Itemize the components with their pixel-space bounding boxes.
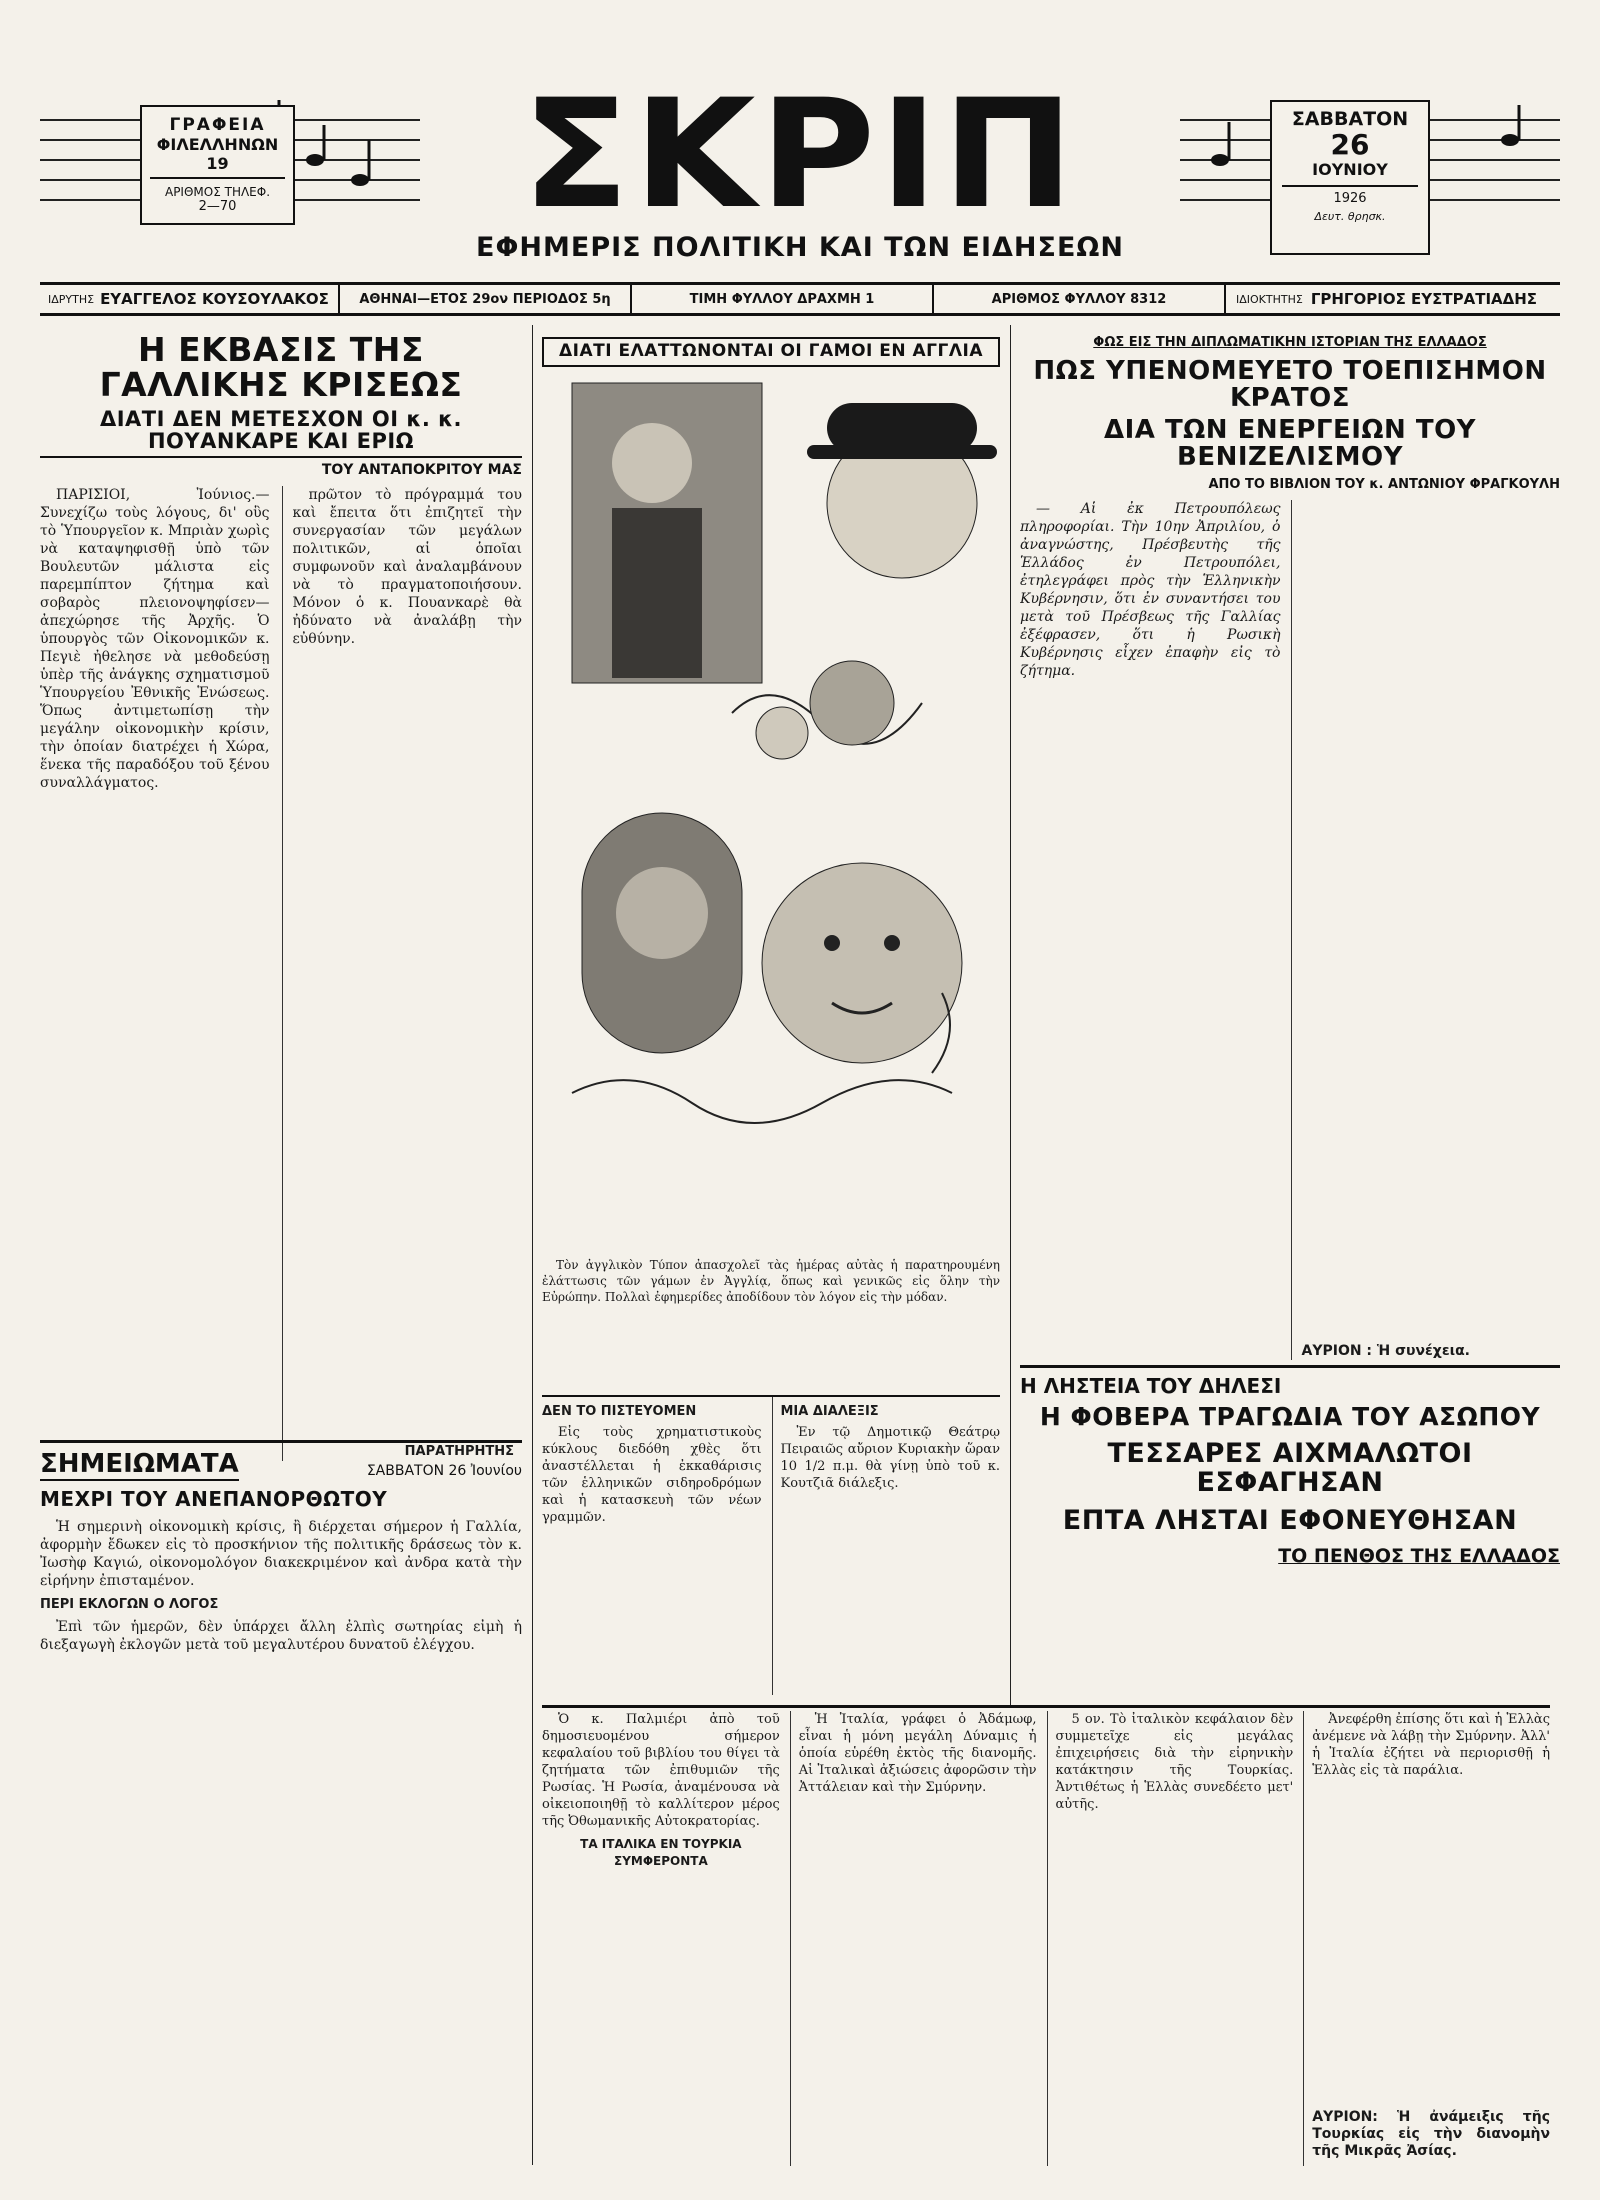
column-rule: [532, 325, 533, 2165]
center-col-d: [1303, 1711, 1550, 2166]
marriages-feature: [542, 325, 1000, 1385]
diplomatic-columns: [1020, 500, 1560, 1360]
asopos-kicker: Η ΛΗΣΤΕΙΑ ΤΟΥ ΔΗΛΕΣΙ: [1020, 1374, 1282, 1398]
not-believed-heading: ΔΕΝ ΤΟ ΠΙΣΤΕΥΟΜΕΝ: [542, 1404, 697, 1419]
article-body: [40, 486, 522, 1461]
asopos-headline-1: Η ΦΟΒΕΡΑ ΤΡΑΓΩΔΙΑ ΤΟΥ ΑΣΩΠΟΥ: [1039, 1402, 1541, 1431]
french-crisis-article: [40, 325, 522, 1460]
center-paragraph-a: Ὁ κ. Παλμιέρι ἀπὸ τοῦ δημοσιευομένου σήμερον κεφαλαίου τοῦ βιβλίου του θίγει τὰ ζητήματα τῶν ἐπιθυμιῶν τῆς Ρωσίας. Ἡ Ρωσία, ἀναμένουσα νὰ οἰκειοποιηθῇ τὸ καλλίτερον μέρος τῆς Ὀθωμανικῆς Αὐτοκρατορίας.: [542, 1712, 780, 1829]
calendar-note: Δευτ. θρησκ.: [1314, 210, 1386, 223]
center-paragraph-b: Ἡ Ἰταλία, γράφει ὁ Ἀδάμωφ, εἶναι ἡ μόνη μεγάλη Δύναμις ἡ ὁποία εὑρέθη ἐκτὸς τῆς διανομῆς. Αἱ Ἰταλικαὶ ἀξιώσεις ἀφορῶσιν τὴν Ἀττάλειαν καὶ τὴν Σμύρνην.: [798, 1712, 1037, 1795]
phone-number: 2—70: [198, 199, 237, 214]
diplomatic-byline: ΑΠΟ ΤΟ ΒΙΒΛΙΟΝ ΤΟΥ κ. ΑΝΤΩΝΙΟΥ ΦΡΑΓΚΟΥΛΗ: [1208, 477, 1560, 493]
info-bar: [40, 282, 1560, 316]
owner-label: ΙΔΙΟΚΤΗΤΗΣ: [1236, 292, 1303, 306]
notes-subheading: ΜΕΧΡΙ ΤΟΥ ΑΝΕΠΑΝΟΡΘΩΤΟΥ: [40, 1487, 388, 1511]
center-footer: ΑΥΡΙΟΝ: Ἡ ἀνάμειξις τῆς Τουρκίας εἰς τὴν διανομὴν τῆς Μικρᾶς Ἀσίας.: [1312, 2109, 1550, 2159]
center-story-block: [542, 1705, 1550, 2160]
italian-interests-heading: ΤΑ ΙΤΑΛΙΚΑ ΕΝ ΤΟΥΡΚΙΑ ΣΥΜΦΕΡΟΝΤΑ: [580, 1837, 742, 1868]
year: 1926: [1282, 185, 1418, 206]
month-name: ΙΟΥΝΙΟΥ: [1312, 160, 1388, 179]
notes-body: [40, 1518, 522, 2058]
notes-heading: ΣΗΜΕΙΩΜΑΤΑ: [40, 1449, 239, 1479]
article-headline: Η ΕΚΒΑΣΙΣ ΤΗΣ ΓΑΛΛΙΚΗΣ ΚΡΙΣΕΩΣ: [99, 330, 463, 404]
article-paragraph: ΠΑΡΙΣΙΟΙ, Ἰούνιος.—Συνεχίζω τοὺς λόγους, δι' οὓς τὸ Ὑπουργεῖον κ. Μπριὰν χωρὶς νὰ καταψηφισθῇ ὑπὸ τῶν Βουλευτῶν μάλιστα εἰς παρεμπίπτον ζήτημα καὶ σοβαρὸς πλειονοψηφίσεν—ἀπεχώρησε τῆς Ἀρχῆς. Ὁ ὑπουργὸς τῶν Οἰκονομικῶν κ. Πεγιὲ ἠθελησε νὰ μεθοδεύσῃ ὑπὲρ τῆς ἀνάγκης σχηματισμοῦ Ὑπουργείου Ἐθνικῆς Ἑνώσεως. Ὅπως ἀντιμετωπίσῃ τὴν μεγάλην οἰκονομικὴν κρίσιν, τὴν ὁποίαν διατρέχει ἡ Χώρα, ἕνεκα τῆς παραδόξου τοῦ ξένου συναλλάγματος.: [40, 487, 270, 792]
marriages-illustration: [542, 373, 1000, 1253]
center-col-a: [542, 1711, 780, 2166]
date-box: [1270, 100, 1430, 255]
article-body-col-a: [40, 486, 270, 1461]
archive-headline-box: [620, 1560, 1000, 1561]
issue-number: ΑΡΙΘΜΟΣ ΦΥΛΛΟΥ 8312: [934, 285, 1226, 313]
marriages-caption: Τὸν ἀγγλικὸν Τύπον ἀπασχολεῖ τὰς ἡμέρας αὐτὰς ἡ παρατηρουμένη ἐλάττωσις τῶν γάμων ἐν Ἀγγλίᾳ, ὅπως καὶ γενικῶς εἰς ὅλην τὴν Εὐρώπην. Πολλαὶ ἐφημερίδες ἀποδίδουν τὸν λόγον εἰς τὴν μόδαν.: [542, 1257, 1000, 1304]
center-col-b: [790, 1711, 1037, 2166]
diplomatic-footer: ΑΥΡΙΟΝ : Ἡ συνέχεια.: [1301, 1343, 1470, 1360]
diplomatic-headline-1: ΠΩΣ ΥΠΕΝΟΜΕΥΕΤΟ ΤΟΕΠΙΣΗΜΟΝ ΚΡΑΤΟΣ: [1033, 356, 1547, 414]
center-paragraph-d: Ἀνεφέρθη ἐπίσης ὅτι καὶ ἡ Ἑλλὰς ἀνέμενε νὰ λάβῃ τὴν Σμύρνην. Ἀλλ' ἡ Ἰταλία ἐζήτει νὰ περιορισθῇ ἡ Ἑλλὰς εἰς τὰ παράλια.: [1312, 1712, 1550, 1778]
diplomatic-headline-2: ΔΙΑ ΤΩΝ ΕΝΕΡΓΕΙΩΝ ΤΟΥ ΒΕΝΙΖΕΛΙΣΜΟΥ: [1103, 414, 1477, 472]
article-byline: ΤΟΥ ΑΝΤΑΠΟΚΡΙΤΟΥ ΜΑΣ: [321, 462, 522, 479]
lecture-heading: ΜΙΑ ΔΙΑΛΕΞΙΣ: [780, 1404, 879, 1419]
marriages-headline: ΔΙΑΤΙ ΕΛΑΤΤΩΝΟΝΤΑΙ ΟΙ ΓΑΜΟΙ ΕΝ ΑΓΓΛΙΑ: [542, 337, 1000, 367]
asopos-subheading: ΤΟ ΠΕΝΘΟΣ ΤΗΣ ΕΛΛΑΔΟΣ: [1278, 1545, 1560, 1568]
day-number: 26: [1330, 128, 1370, 161]
not-believed-paragraph: Εἰς τοὺς χρηματιστικοὺς κύκλους διεδόθη χθὲς ὅτι ἀναστέλλεται ἡ ἐκκαθάρισις τῶν ἑλληνικῶν σιδηροδρόμων καὶ ἡ κατασκευὴ τῶν νέων γραμμῶν.: [542, 1425, 762, 1525]
founder-label: ΙΔΡΥΤΗΣ: [48, 292, 95, 306]
notes-section: [40, 1440, 522, 2160]
diplomatic-paragraph: — Αἱ ἐκ Πετρουπόλεως πληροφορίαι. Τὴν 10ην Ἀπριλίου, ὁ ἀναγνώστης, Πρέσβευτὴς τῆς Ἑλλάδος ἐν Πετρουπόλει, ἐτηλεγράφει πρὸς τὴν Ἑλληνικὴν Κυβέρνησιν, ὅτι ἐν συναντήσει του μετὰ τοῦ Πρέσβεως τῆς Γαλλίας ἐξέφρασεν, ὅτι ἡ Ρωσικὴ Κυβέρνησις εἶχεν ἐπαφὴν εἰς τὸ ζήτημα.: [1020, 501, 1281, 680]
notes-paragraph: Ἡ σημερινὴ οἰκονομικὴ κρίσις, ἢ διέρχεται σήμερον ἡ Γαλλία, ἀφορμὴν ἔδωκεν εἰς τὸ προσκήνιον τῆς πολιτικῆς δράσεως τὸν κ. Ἰωσὴφ Καγιώ, οἰκονομολόγον διακεκριμένον καὶ ἀνδρα κατὰ τὴν εἰρήνην ἐπισταμένον.: [40, 1519, 522, 1589]
article-signature: ΠΑΡΑΤΗΡΗΤΗΣ: [404, 1444, 514, 1460]
diplomatic-col-b: [1291, 500, 1561, 1360]
center-story-columns: [542, 1705, 1550, 2166]
lecture-paragraph: Ἐν τῷ Δημοτικῷ Θεάτρῳ Πειραιῶς αὔριον Κυριακὴν ὥραν 10 1/2 π.μ. θὰ γίνῃ ὑπὸ τοῦ κ. Κουτζιᾶ διάλεξις.: [780, 1425, 1000, 1491]
phone-label: ΑΡΙΘΜΟΣ ΤΗΛΕΦ.: [164, 185, 271, 199]
diplomatic-kicker: ΦΩΣ ΕΙΣ ΤΗΝ ΔΙΠΛΩΜΑΤΙΚΗΝ ΙΣΤΟΡΙΑΝ ΤΗΣ ΕΛΛΑΔΟΣ: [1093, 335, 1487, 350]
masthead: [0, 0, 1600, 290]
asopos-tragedy-article: [1020, 1365, 1560, 1700]
briefs-right: [772, 1397, 1001, 1695]
owner-name: ΓΡΗΓΟΡΙΟΣ ΕΥΣΤΡΑΤΙΑΔΗΣ: [1310, 290, 1538, 308]
asopos-headline-2: ΤΕΣΣΑΡΕΣ ΑΙΧΜΑΛΩΤΟΙ ΕΣΦΑΓΗΣΑΝ: [1107, 1438, 1473, 1498]
center-col-c: [1047, 1711, 1294, 2166]
diplomatic-col-a: [1020, 500, 1281, 1360]
asopos-headline-3: ΕΠΤΑ ΛΗΣΤΑΙ ΕΦΟΝΕΥΘΗΣΑΝ: [1062, 1504, 1518, 1536]
notes-date: ΣΑΒΒΑΤΟΝ 26 Ἰουνίου: [366, 1463, 522, 1479]
elections-paragraph: Ἐπὶ τῶν ἡμερῶν, δὲν ὑπάρχει ἄλλη ἐλπὶς σωτηρίας εἰμὴ ἡ διεξαγωγὴ ἐκλογῶν μετὰ τοῦ μεγαλυτέρου δυνατοῦ ἐλέγχου.: [40, 1619, 522, 1653]
year-period: ΑΘΗΝΑΙ—ΕΤΟΣ 29ον ΠΕΡΙΟΔΟΣ 5η: [340, 285, 632, 313]
day-name: ΣΑΒΒΑΤΟΝ: [1291, 108, 1409, 130]
offices-address: ΦΙΛΕΛΛΗΝΩΝ 19: [150, 135, 285, 179]
col2-briefs: [542, 1395, 1000, 1695]
price: ΤΙΜΗ ΦΥΛΛΟΥ ΔΡΑΧΜΗ 1: [632, 285, 934, 313]
newspaper-subtitle: ΕΦΗΜΕΡΙΣ ΠΟΛΙΤΙΚΗ ΚΑΙ ΤΩΝ ΕΙΔΗΣΕΩΝ: [476, 232, 1124, 263]
newspaper-title: ΣΚΡΙΠ: [521, 68, 1079, 242]
founder-cell: [40, 285, 340, 313]
offices-box: [140, 105, 295, 225]
elections-heading: ΠΕΡΙ ΕΚΛΟΓΩΝ Ο ΛΟΓΟΣ: [40, 1597, 219, 1612]
article-continuation: πρῶτον τὸ πρόγραμμά του καὶ ἔπειτα ὅτι ἐπιζητεῖ τὴν συνεργασίαν τῶν μεγάλων πολιτικῶν, αἱ ὁποῖαι συμφωνοῦν καὶ ἀναλαμβάνουν νὰ τὸ πραγματοποιήσουν. Μόνον ὁ κ. Πουανκαρὲ θὰ ἠδύνατο νὰ ἀναλάβῃ τὴν εὐθύνην.: [292, 487, 522, 648]
owner-cell: [1226, 285, 1560, 313]
offices-label: ΓΡΑΦΕΙΑ: [169, 115, 266, 135]
briefs-columns: [542, 1397, 1000, 1695]
article-subheadline: ΔΙΑΤΙ ΔΕΝ ΜΕΤΕΣΧΟΝ ΟΙ κ. κ. ΠΟΥΑΝΚΑΡΕ ΚΑΙ ΕΡΙΩ: [40, 408, 522, 458]
article-body-col-b: [282, 486, 523, 1461]
diplomatic-history-article: [1020, 325, 1560, 1360]
founder-name: ΕΥΑΓΓΕΛΟΣ ΚΟΥΣΟΥΛΑΚΟΣ: [100, 290, 329, 308]
briefs-left: [542, 1397, 762, 1695]
center-paragraph-c: 5 ον. Τὸ ἰταλικὸν κεφάλαιον δὲν συμμετεῖχε εἰς μεγάλας ἐπιχειρήσεις διὰ τὴν εἰρηνικὴν κατάκτησιν τῆς Τουρκίας. Ἀντιθέτως ἡ Ἑλλὰς συνεδέετο μετ' αὐτῆς.: [1055, 1712, 1294, 1812]
